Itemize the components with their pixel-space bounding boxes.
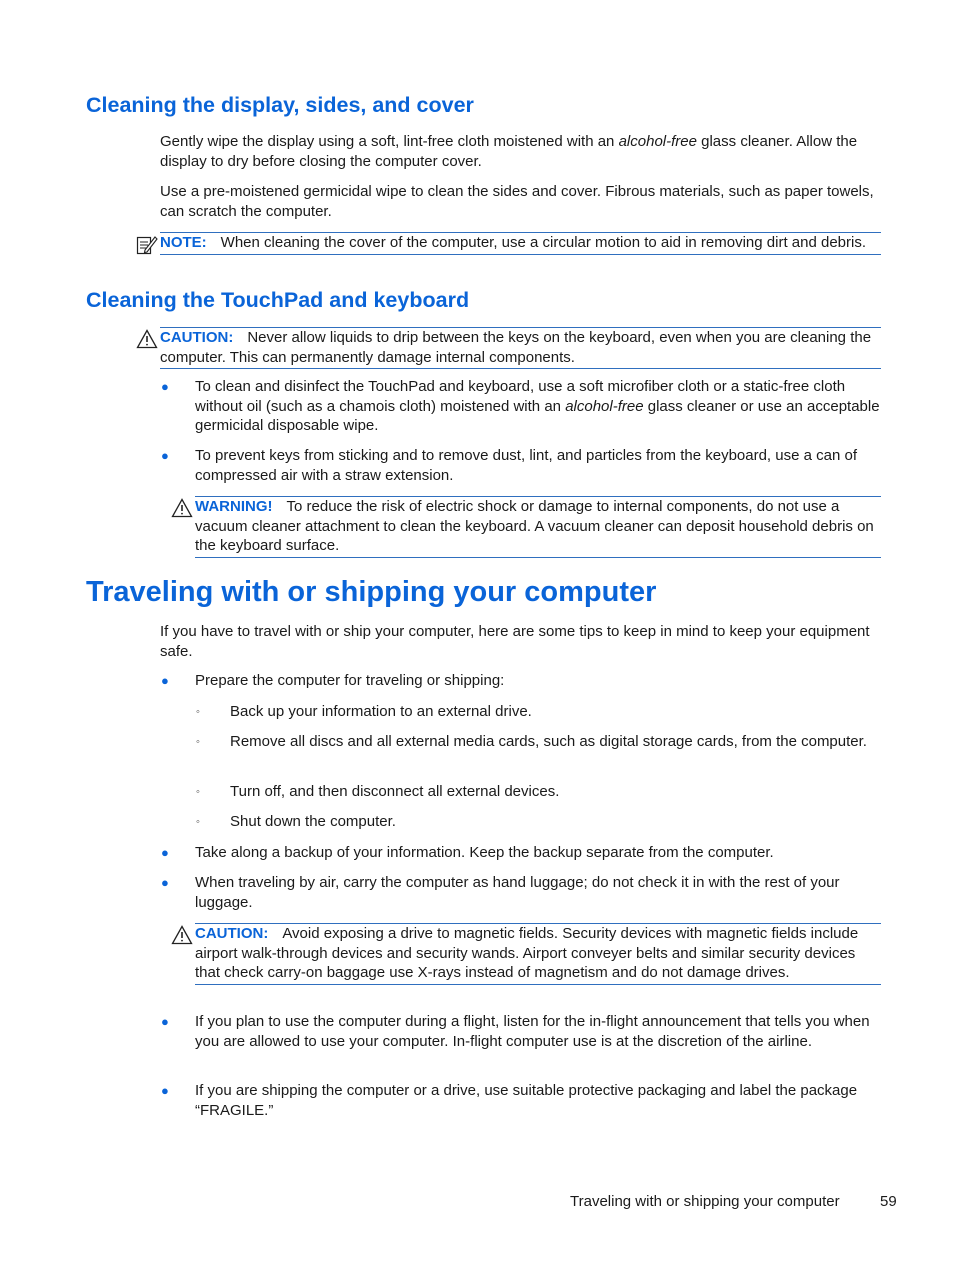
sublist-item-backup: Back up your information to an external drive. xyxy=(230,703,532,720)
caution-text: Never allow liquids to drip between the keys on the keyboard, even when you are cleaning the computer. This can permanently damage internal components. xyxy=(160,329,872,366)
bullet-marker: ● xyxy=(161,379,169,394)
warning-text: To reduce the risk of electric shock or damage to internal components, do not use a vacuum cleaner attachment to clean the keyboard. A vacuum cleaner can deposit household debris on the keyboard surface. xyxy=(195,498,874,554)
list-item-disinfect-touchpad: To clean and disinfect the TouchPad and keyboard, use a soft microfiber cloth or a static-free cloth without oil (such as a chamois cloth) moistened with an alcohol-free glass cleaner or use an acceptable germicidal disposable wipe. xyxy=(195,378,880,434)
sublist-item-remove-discs: Remove all discs and all external media cards, such as digital storage cards, from the computer. xyxy=(230,733,867,750)
note-icon xyxy=(136,234,158,262)
bullet-marker: ● xyxy=(161,845,169,860)
list-item-take-backup: Take along a backup of your information. Keep the backup separate from the computer. xyxy=(195,844,774,861)
subbullet-marker: ◦ xyxy=(196,786,200,798)
warning-label: WARNING! xyxy=(195,498,273,515)
warning-icon xyxy=(171,498,193,524)
section-heading-cleaning-display: Cleaning the display, sides, and cover xyxy=(86,93,474,117)
subbullet-marker: ◦ xyxy=(196,736,200,748)
caution-label: CAUTION: xyxy=(195,925,269,942)
list-item-in-flight: If you plan to use the computer during a flight, listen for the in-flight announcement that tells you when you are allowed to use your computer. In-flight computer use is at the discretion of the airline. xyxy=(195,1013,870,1050)
sublist-item-shut-down: Shut down the computer. xyxy=(230,813,396,830)
chapter-heading-traveling: Traveling with or shipping your computer xyxy=(86,576,657,608)
footer-running-title: Traveling with or shipping your computer xyxy=(570,1193,840,1210)
list-item-hand-luggage: When traveling by air, carry the computer as hand luggage; do not check it in with the rest of your luggage. xyxy=(195,874,840,911)
bullet-marker: ● xyxy=(161,448,169,463)
caution-box-keyboard xyxy=(160,327,881,369)
bullet-marker: ● xyxy=(161,875,169,890)
caution-icon xyxy=(171,925,193,951)
page-number: 59 xyxy=(880,1193,897,1210)
list-item-shipping: If you are shipping the computer or a drive, use suitable protective packaging and label the package “FRAGILE.” xyxy=(195,1082,858,1119)
note-text: When cleaning the cover of the computer, use a circular motion to aid in removing dirt and debris. xyxy=(220,234,867,251)
sublist-item-turn-off: Turn off, and then disconnect all external devices. xyxy=(230,783,560,800)
subbullet-marker: ◦ xyxy=(196,706,200,718)
list-item-prepare: Prepare the computer for traveling or shipping: xyxy=(195,672,505,689)
paragraph-display-wipe: Gently wipe the display using a soft, lint-free cloth moistened with an alcohol-free glass cleaner. Allow the display to dry before closing the computer cover. xyxy=(160,133,858,170)
note-box xyxy=(160,232,881,255)
bullet-marker: ● xyxy=(161,1083,169,1098)
note-label: NOTE: xyxy=(160,234,207,251)
bullet-marker: ● xyxy=(161,673,169,688)
caution-text: Avoid exposing a drive to magnetic fields. Security devices with magnetic fields include airport walk-through devices and security wands. Airport conveyer belts and similar security devices that check carry-on baggage use X-rays instead of magnetism and do not damage drives. xyxy=(195,925,859,981)
bullet-marker: ● xyxy=(161,1014,169,1029)
subbullet-marker: ◦ xyxy=(196,816,200,828)
caution-box-magnetic xyxy=(195,923,881,985)
paragraph-travel-intro: If you have to travel with or ship your computer, here are some tips to keep in mind to keep your equipment safe. xyxy=(160,623,870,660)
list-item-compressed-air: To prevent keys from sticking and to remove dust, lint, and particles from the keyboard, use a can of compressed air with a straw extension. xyxy=(195,447,857,484)
caution-label: CAUTION: xyxy=(160,329,234,346)
warning-box-vacuum xyxy=(195,496,881,558)
paragraph-germicidal-wipe: Use a pre-moistened germicidal wipe to clean the sides and cover. Fibrous materials, such as paper towels, can scratch the computer. xyxy=(160,183,874,220)
section-heading-cleaning-touchpad: Cleaning the TouchPad and keyboard xyxy=(86,288,470,312)
caution-icon xyxy=(136,329,158,355)
